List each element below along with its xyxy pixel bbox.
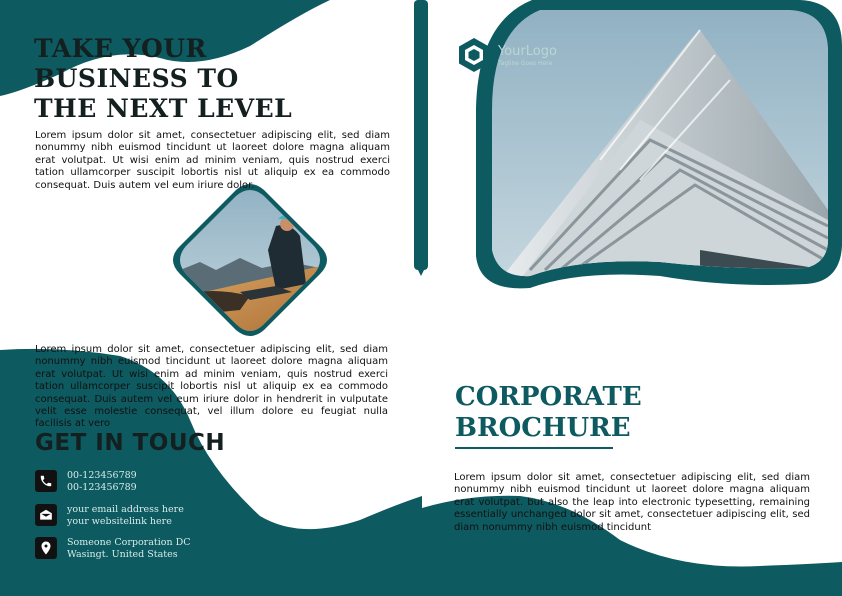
logo-name: YourLogo: [498, 43, 557, 59]
contact-web: [35, 504, 184, 528]
phone-number: 00-123456789: [67, 470, 137, 481]
company-logo: [457, 36, 557, 74]
secondary-paragraph: Lorem ipsum dolor sit amet, consectetuer adipiscing elit, sed diam nonummy nibh euismod tincidunt ut laoreet dolore magna aliquam erat volutpat. Ut wisi enim ad minim veniam, quis nostrud exerci tation ullamcorper suscipit lobortis nisl ut aliquip ex ea commodo consequat. Duis autem vel eum iriure dolor in hendrerit in vulputate velit esse molestie consequat, vel illum dolore eu feugiat nulla facilisis at vero: [35, 344, 388, 430]
brochure-title-line: BROCHURE: [455, 413, 631, 443]
address-line: Wasingt. United States: [67, 549, 178, 560]
contact-heading: GET IN TOUCH: [35, 430, 226, 456]
intro-paragraph: Lorem ipsum dolor sit amet, consectetuer adipiscing elit, sed diam nonummy nibh euismod tincidunt ut laoreet dolore magna aliquam erat volutpat. Ut wisi enim ad minim veniam, quis nostrud exerci tation ullamcorper suscipit lobortis nisl ut aliquip ex ea commodo consequat. Duis autem vel eum iriure dolor.: [35, 130, 390, 191]
brochure-title-line: CORPORATE: [455, 382, 642, 412]
title-line: TAKE YOUR: [34, 34, 207, 63]
phone-icon: [35, 470, 57, 492]
mail-icon: [35, 504, 57, 526]
contact-phone: [35, 470, 137, 494]
title-line: BUSINESS TO: [34, 64, 239, 93]
title-line: THE NEXT LEVEL: [34, 94, 293, 123]
website-link: your websitelink here: [67, 516, 172, 527]
brochure-paragraph: Lorem ipsum dolor sit amet, consectetuer adipiscing elit, sed diam nonummy nibh euismod tincidunt ut laoreet dolore magna aliquam erat volutpat. but also the leap into electronic typesetting, remaining essentially unchanged dolor sit amet, consectetuer adipiscing elit, sed diam nonummy nibh euismod tincidunt: [454, 472, 810, 533]
title-underline: [455, 447, 613, 449]
address-line: Someone Corporation DC: [67, 537, 191, 548]
contact-address: [35, 537, 190, 561]
hiker-photo: [170, 180, 330, 340]
hexagon-icon: [457, 36, 491, 74]
location-pin-icon: [35, 537, 57, 559]
brochure-title: [455, 382, 642, 444]
phone-number: 00-123456789: [67, 482, 137, 493]
page-title: [34, 34, 292, 124]
email-address: your email address here: [67, 504, 184, 515]
logo-tagline: Tagline Goes Here: [498, 59, 553, 67]
